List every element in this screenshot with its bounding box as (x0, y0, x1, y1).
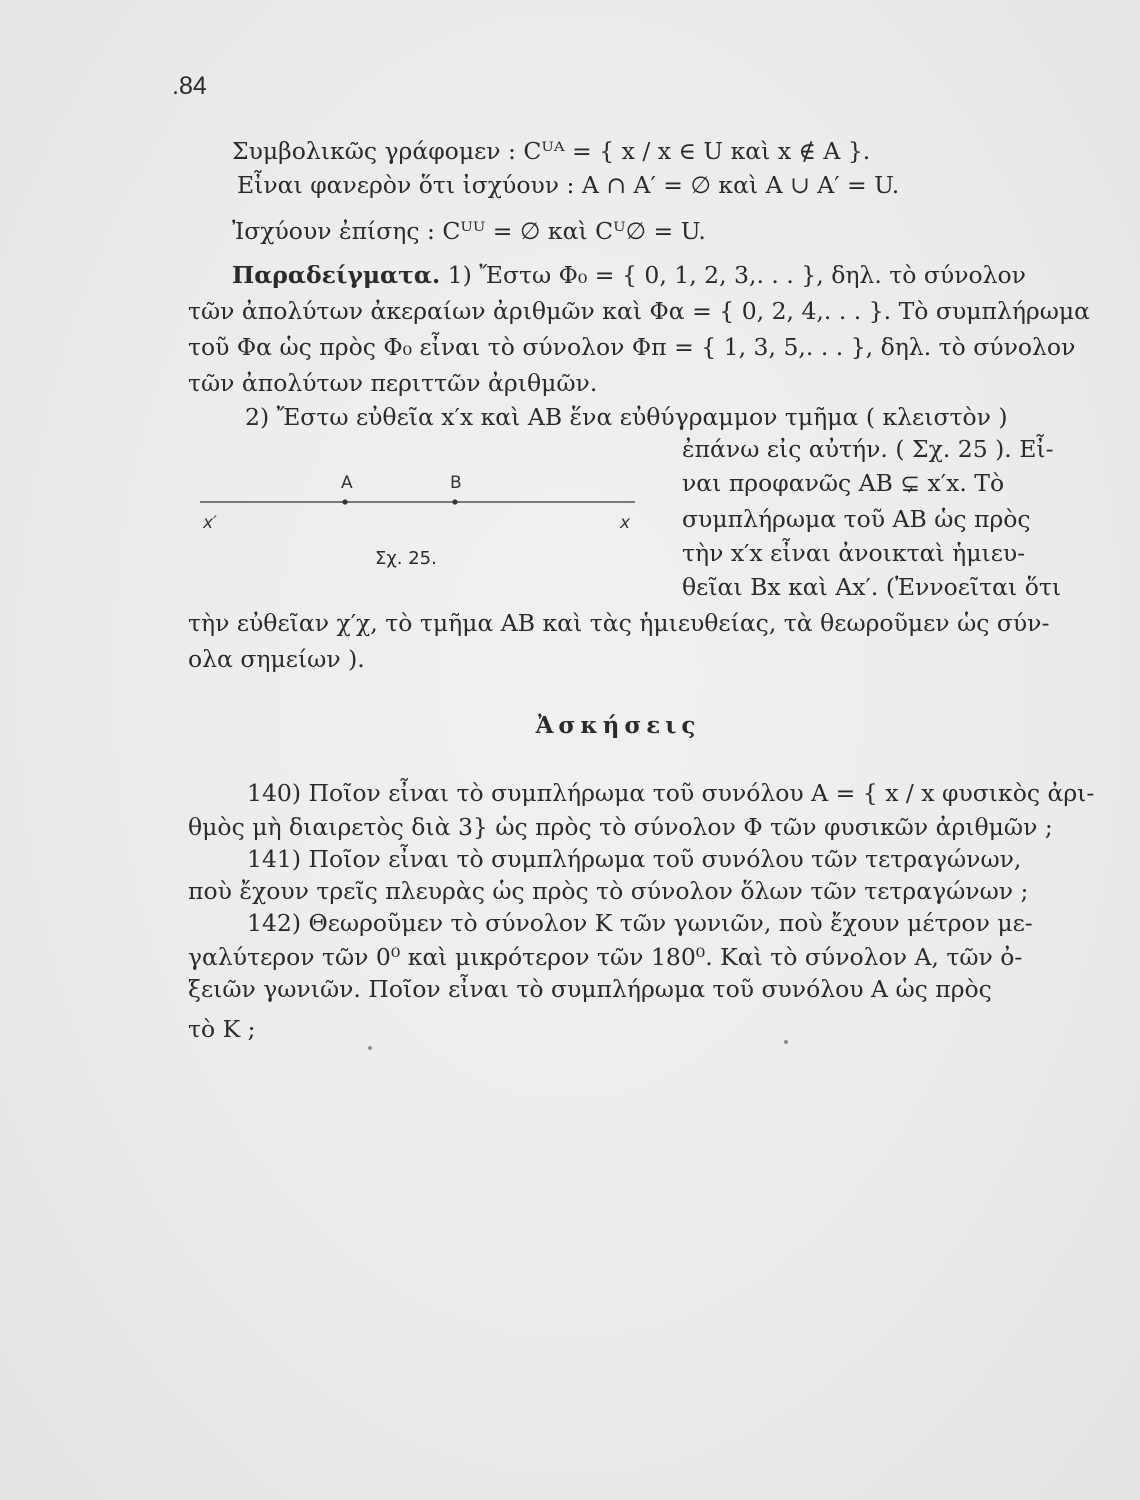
exercise-line: τὸ K ; (188, 1015, 256, 1043)
text-line: Ἰσχύουν ἐπίσης : Cᵁᵁ = ∅ καὶ Cᵁ∅ = U. (232, 217, 706, 245)
paper-speck (784, 1040, 788, 1044)
examples-label: Παραδείγματα. (232, 261, 441, 289)
text-line: θεῖαι Bx καὶ Ax′. (Ἐννοεῖται ὅτι (682, 573, 1062, 601)
label-x-right: x (620, 513, 631, 533)
text-line (232, 261, 1026, 289)
text-line: συμπλήρωμα τοῦ AB ὡς πρὸς (682, 505, 1031, 533)
text-line: ἐπάνω εἰς αὐτήν. ( Σχ. 25 ). Εἶ- (682, 435, 1054, 463)
section-heading: Ἀσκήσεις (535, 712, 701, 739)
exercise-line: 140) Ποῖον εἶναι τὸ συμπλήρωμα τοῦ συνόλου A = { x / x φυσικὸς ἀρι- (247, 779, 1095, 807)
text-line: ολα σημείων ). (188, 645, 365, 673)
label-x-left: x′ (203, 513, 217, 533)
label-b: B (450, 473, 462, 493)
text-line: τῶν ἀπολύτων ἀκεραίων ἀριθμῶν καὶ Φα = { 0, 2, 4,. . . }. Τὸ συμπλήρωμα (188, 297, 1091, 325)
paper-speck (368, 1046, 372, 1050)
exercise-line: 142) Θεωροῦμεν τὸ σύνολον K τῶν γωνιῶν, ποὺ ἔχουν μέτρον με- (247, 909, 1033, 937)
text-segment: 1) Ἔστω Φ₀ = { 0, 1, 2, 3,. . . }, δηλ. τὸ σύνολον (447, 261, 1026, 289)
exercise-line: 141) Ποῖον εἶναι τὸ συμπλήρωμα τοῦ συνόλου τῶν τετραγώνων, (247, 845, 1022, 873)
text-line: τοῦ Φα ὡς πρὸς Φ₀ εἶναι τὸ σύνολον Φπ = { 1, 3, 5,. . . }, δηλ. τὸ σύνολον (188, 333, 1076, 361)
point-a (342, 499, 347, 504)
text-line: 2) Ἔστω εὐθεῖα x′x καὶ AB ἕνα εὐθύγραμμον τμῆμα ( κλειστὸν ) (245, 403, 1008, 431)
exercise-line: ποὺ ἔχουν τρεῖς πλευρὰς ὡς πρὸς τὸ σύνολον ὅλων τῶν τετραγώνων ; (188, 877, 1029, 905)
text-line: τὴν εὐθεῖαν χ′χ, τὸ τμῆμα AB καὶ τὰς ἡμιευθείας, τὰ θεωροῦμεν ὡς σύν- (188, 609, 1050, 637)
point-b (452, 499, 457, 504)
text-line: Εἶναι φανερὸν ὅτι ἰσχύουν : A ∩ A′ = ∅ καὶ A ∪ A′ = U. (237, 171, 900, 199)
figure-caption: Σχ. 25. (375, 548, 437, 569)
text-line: ναι προφανῶς AB ⊊ x′x. Τὸ (682, 469, 1005, 497)
text-line: τὴν x′x εἶναι ἀνοικταὶ ἡμιευ- (682, 539, 1026, 567)
exercise-line: θμὸς μὴ διαιρετὸς διὰ 3} ὡς πρὸς τὸ σύνολον Φ τῶν φυσικῶν ἀριθμῶν ; (188, 813, 1053, 841)
exercise-line: γαλύτερον τῶν 0⁰ καὶ μικρότερον τῶν 180⁰. Καὶ τὸ σύνολον A, τῶν ὀ- (188, 943, 1023, 971)
text-line: τῶν ἀπολύτων περιττῶν ἀριθμῶν. (188, 369, 598, 397)
label-a: A (341, 473, 353, 493)
exercise-line: ξειῶν γωνιῶν. Ποῖον εἶναι τὸ συμπλήρωμα τοῦ συνόλου A ὡς πρὸς (188, 975, 992, 1003)
page-number: .84 (172, 72, 207, 100)
text-line: Συμβολικῶς γράφομεν : Cᵁᴬ = { x / x ∈ U καὶ x ∉ A }. (232, 137, 871, 165)
